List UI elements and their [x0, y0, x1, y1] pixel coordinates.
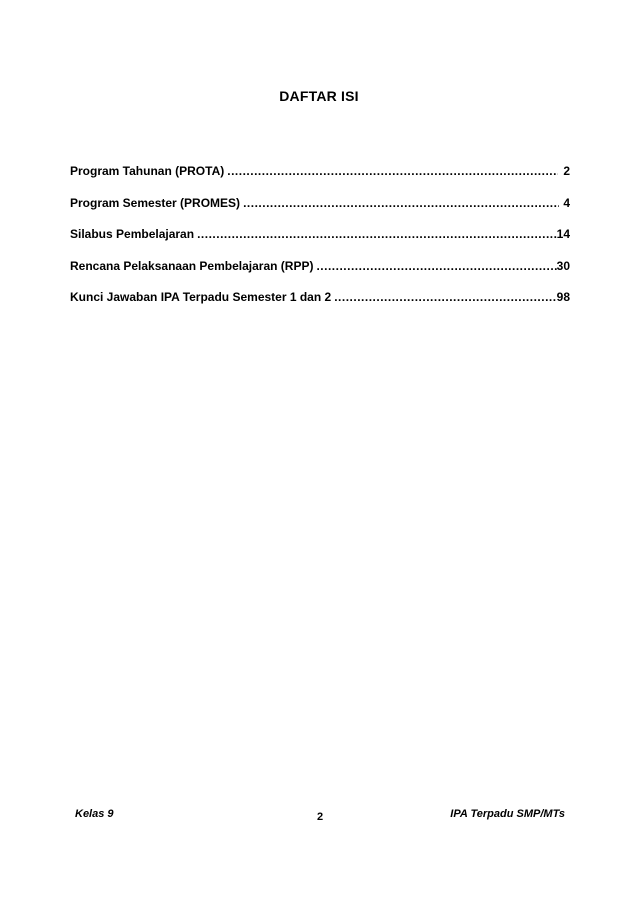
toc-entry-prota[interactable]: [70, 164, 570, 196]
toc-entry-promes[interactable]: [70, 196, 570, 228]
toc-entry-label: Kunci Jawaban IPA Terpadu Semester 1 dan 2: [70, 290, 334, 304]
dot-leader: [227, 164, 558, 178]
toc-entry-page: 98: [556, 290, 570, 304]
toc-entry-label: Program Semester (PROMES): [70, 196, 243, 210]
toc-entry-label: Silabus Pembelajaran: [70, 227, 197, 241]
footer-subject-label: IPA Terpadu SMP/MTs: [450, 808, 565, 820]
footer-page-number: 2: [316, 811, 324, 823]
toc-entry-silabus[interactable]: [70, 227, 570, 259]
toc-entry-page: 14: [556, 227, 570, 241]
dot-leader: [316, 259, 556, 273]
table-of-contents: [70, 164, 570, 322]
toc-entry-page: 2: [563, 164, 570, 178]
toc-entry-label: Rencana Pelaksanaan Pembelajaran (RPP): [70, 259, 316, 273]
toc-entry-page: 4: [563, 195, 570, 210]
toc-entry-page: 30: [556, 258, 570, 273]
dot-leader: [197, 227, 557, 241]
toc-entry-label: Program Tahunan (PROTA): [70, 164, 227, 178]
page-title: DAFTAR ISI: [279, 88, 359, 104]
toc-entry-rpp[interactable]: [70, 259, 570, 291]
toc-entry-kunci-jawaban[interactable]: [70, 290, 570, 322]
dot-leader: [243, 196, 559, 210]
footer-class-label: Kelas 9: [75, 808, 114, 820]
page-footer: [75, 808, 565, 824]
dot-leader: [334, 290, 556, 304]
